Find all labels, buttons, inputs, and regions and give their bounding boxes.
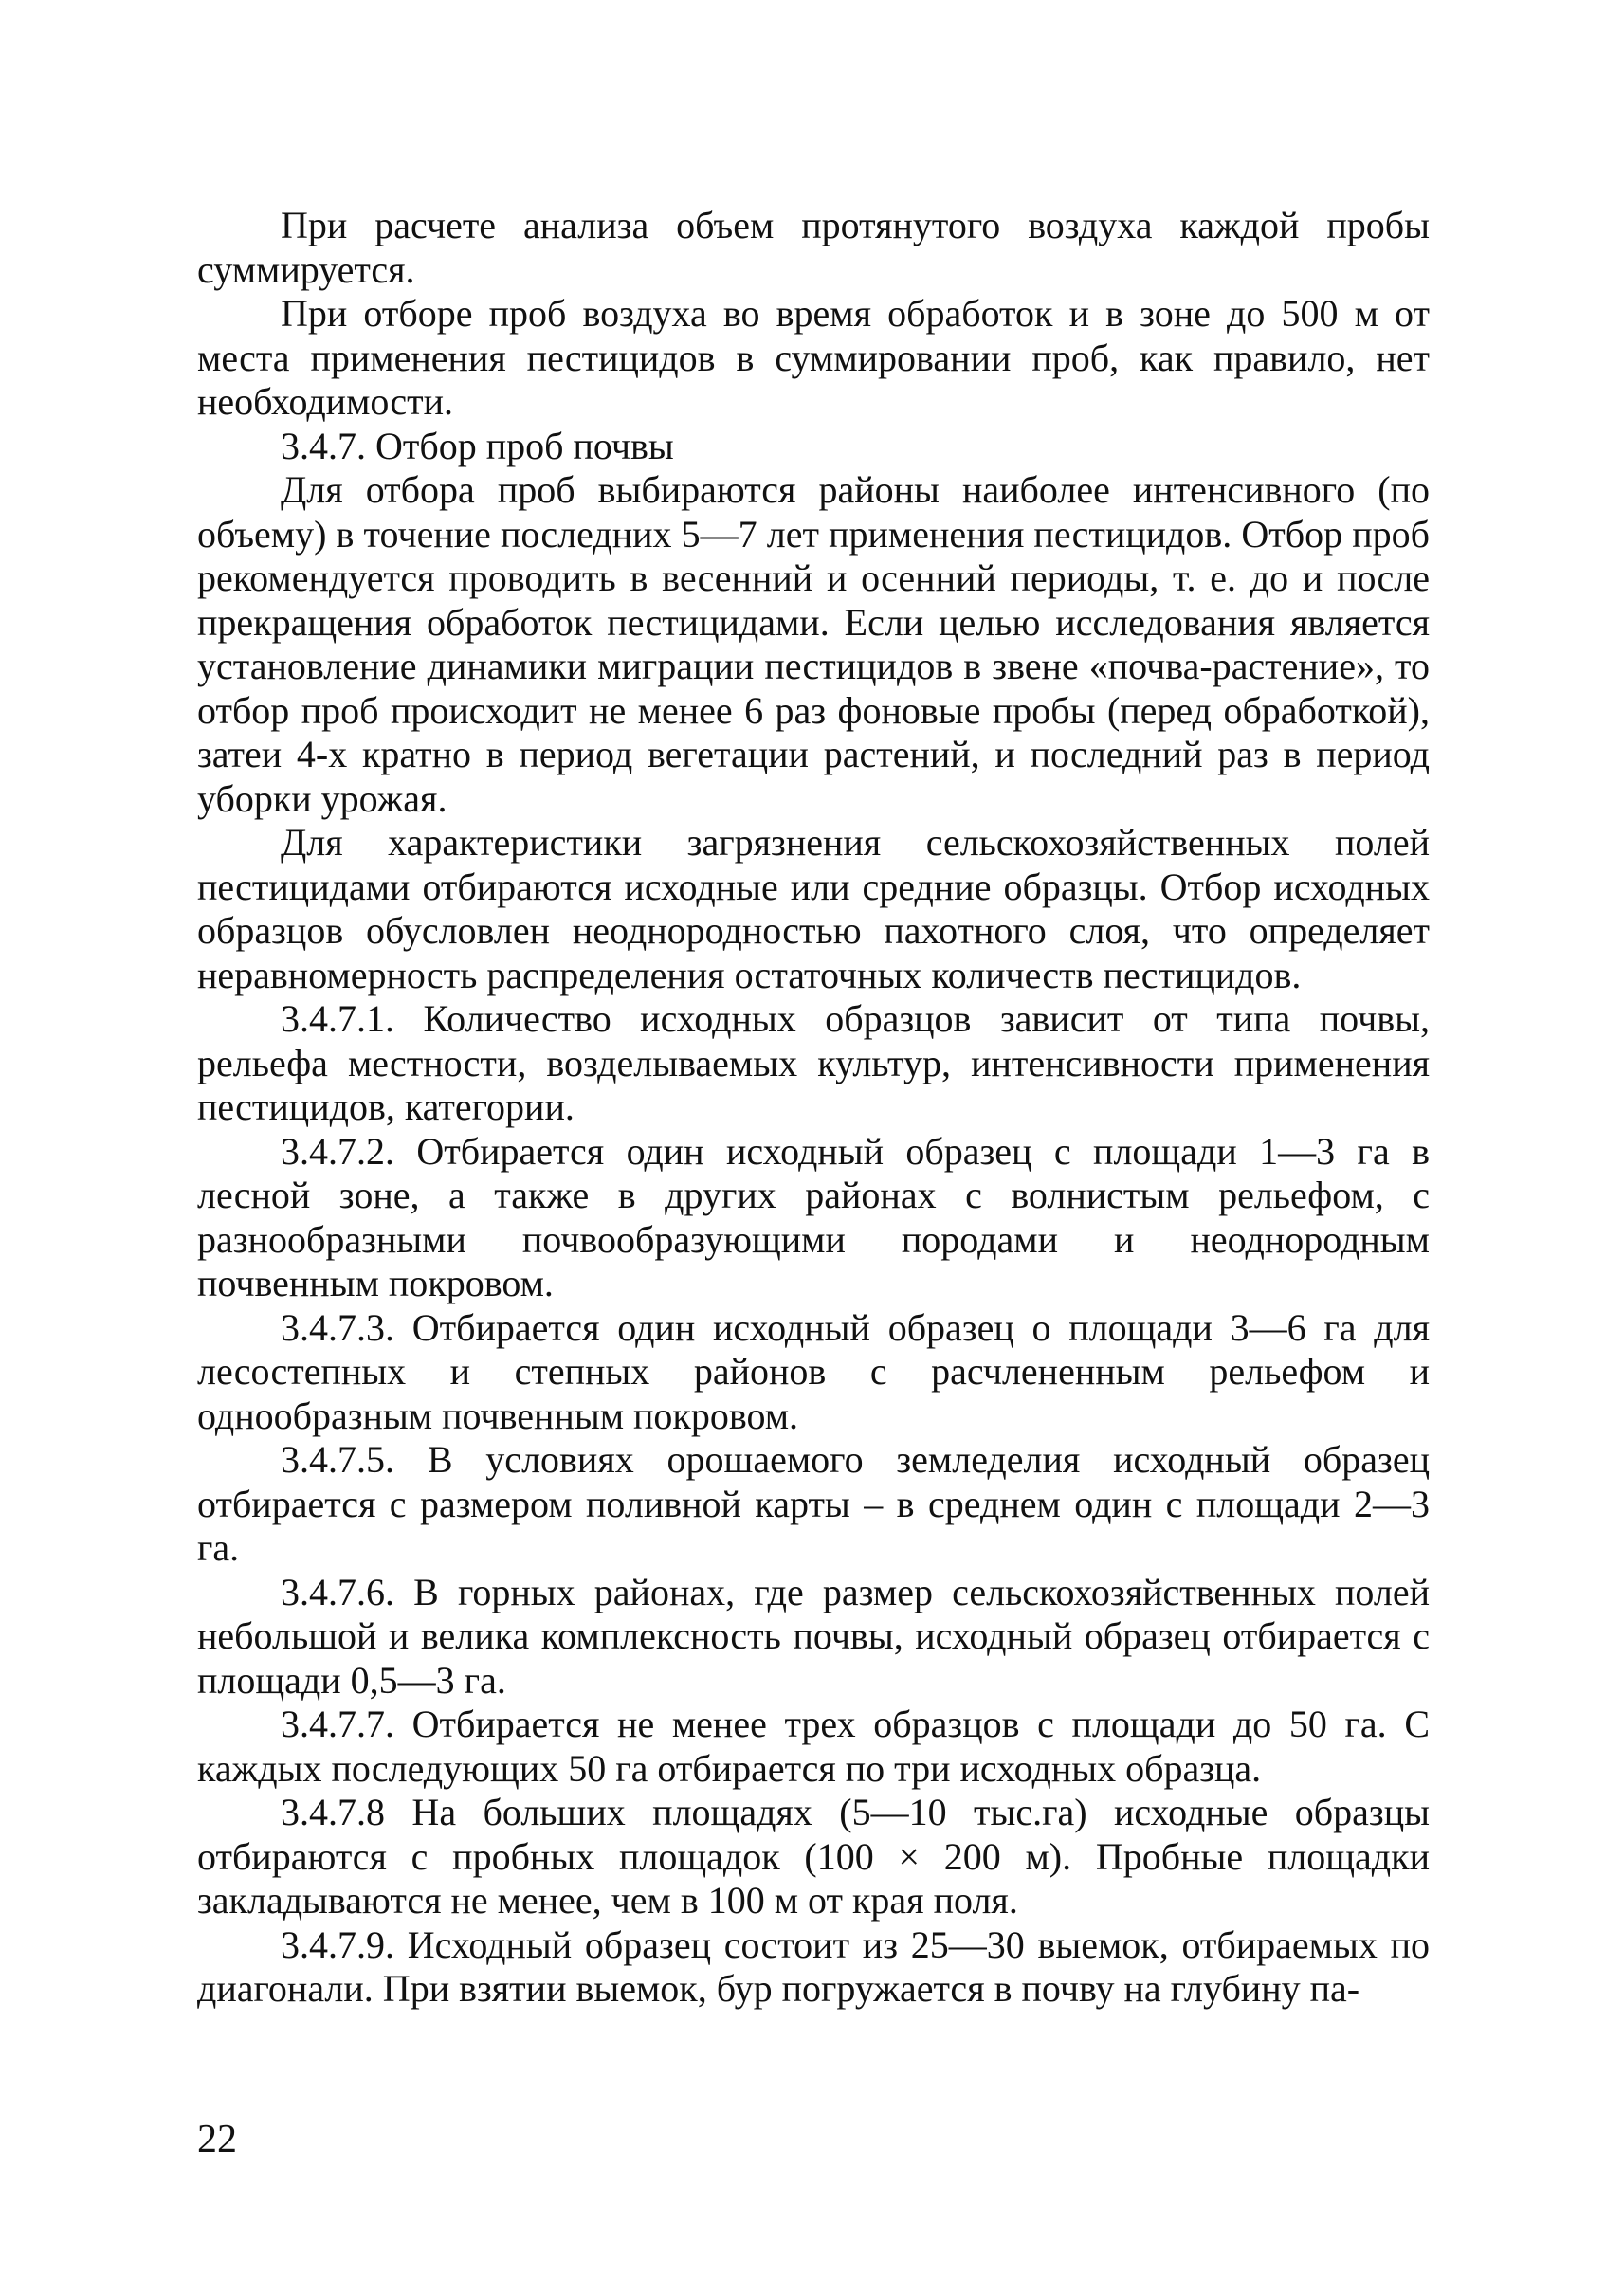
paragraph-3-4-7-5: 3.4.7.5. В условиях орошаемого земледелия исходный образец отбирается с размером поливной карты – в среднем один с площади 2—3 га.	[197, 1438, 1430, 1569]
paragraph-contamination: Для характеристики загрязнения сельскохозяйственных полей пестицидами отбираются исходные или средние образцы. Отбор исходных образцов обусловлен неоднородностью пахотного слоя, что определяет неравномерность распределения остаточных количеств пестицидов.	[197, 821, 1430, 996]
paragraph-3-4-7-7: 3.4.7.7. Отбирается не менее трех образцов с площади до 50 га. С каждых последующих 50 га отбирается по три исходных образца.	[197, 1703, 1430, 1790]
paragraph-air-volume: При расчете анализа объем протянутого воздуха каждой пробы суммируется.	[197, 204, 1430, 291]
paragraph-3-4-7-2: 3.4.7.2. Отбирается один исходный образец с площади 1—3 га в лесной зоне, а также в других районах с волнистым рельефом, с разнообразными почвообразующими породами и неоднородным почвенным покровом.	[197, 1129, 1430, 1304]
paragraph-3-4-7-6: 3.4.7.6. В горных районах, где размер сельскохозяйственных полей небольшой и велика комплексность почвы, исходный образец отбирается с площади 0,5—3 га.	[197, 1570, 1430, 1702]
paragraph-3-4-7-9: 3.4.7.9. Исходный образец состоит из 25—30 выемок, отбираемых по диагонали. При взятии выемок, бур погружается в почву на глубину па-	[197, 1922, 1430, 2010]
body-text	[197, 204, 1430, 2012]
section-heading-soil-sampling: 3.4.7. Отбор проб почвы	[281, 424, 674, 467]
paragraph-3-4-7-8: 3.4.7.8 На больших площадях (5—10 тыс.га) исходные образцы отбираются с пробных площадок (100 × 200 м). Пробные площадки закладываются не менее, чем в 100 м от края поля.	[197, 1791, 1430, 1922]
paragraph-3-4-7-3: 3.4.7.3. Отбирается один исходный образец о площади 3—6 га для лесостепных и степных районов с расчлененным рельефом и однообразным почвенным покровом.	[197, 1305, 1430, 1437]
paragraph-air-sampling: При отборе проб воздуха во время обработок и в зоне до 500 м от места применения пестицидов в суммировании проб, как правило, нет необходимости.	[197, 292, 1430, 423]
paragraph-sampling-areas: Для отбора проб выбираются районы наиболее интенсивного (по объему) в точение последних 5—7 лет применения пестицидов. Отбор проб рекомендуется проводить в весенний и осенний периоды, т. е. до и после прекращения обработок пестицидами. Если целью исследования является установление динамики миграции пестицидов в звене «почва-растение», то отбор проб происходит не менее 6 раз фоновые пробы (перед обработкой), затеи 4-х кратно в период вегетации растений, и последний раз в период уборки урожая.	[197, 468, 1430, 820]
paragraph-3-4-7-1: 3.4.7.1. Количество исходных образцов зависит от типа почвы, рельефа местности, возделываемых культур, интенсивности применения пестицидов, категории.	[197, 997, 1430, 1128]
page-number: 22	[197, 2118, 237, 2161]
